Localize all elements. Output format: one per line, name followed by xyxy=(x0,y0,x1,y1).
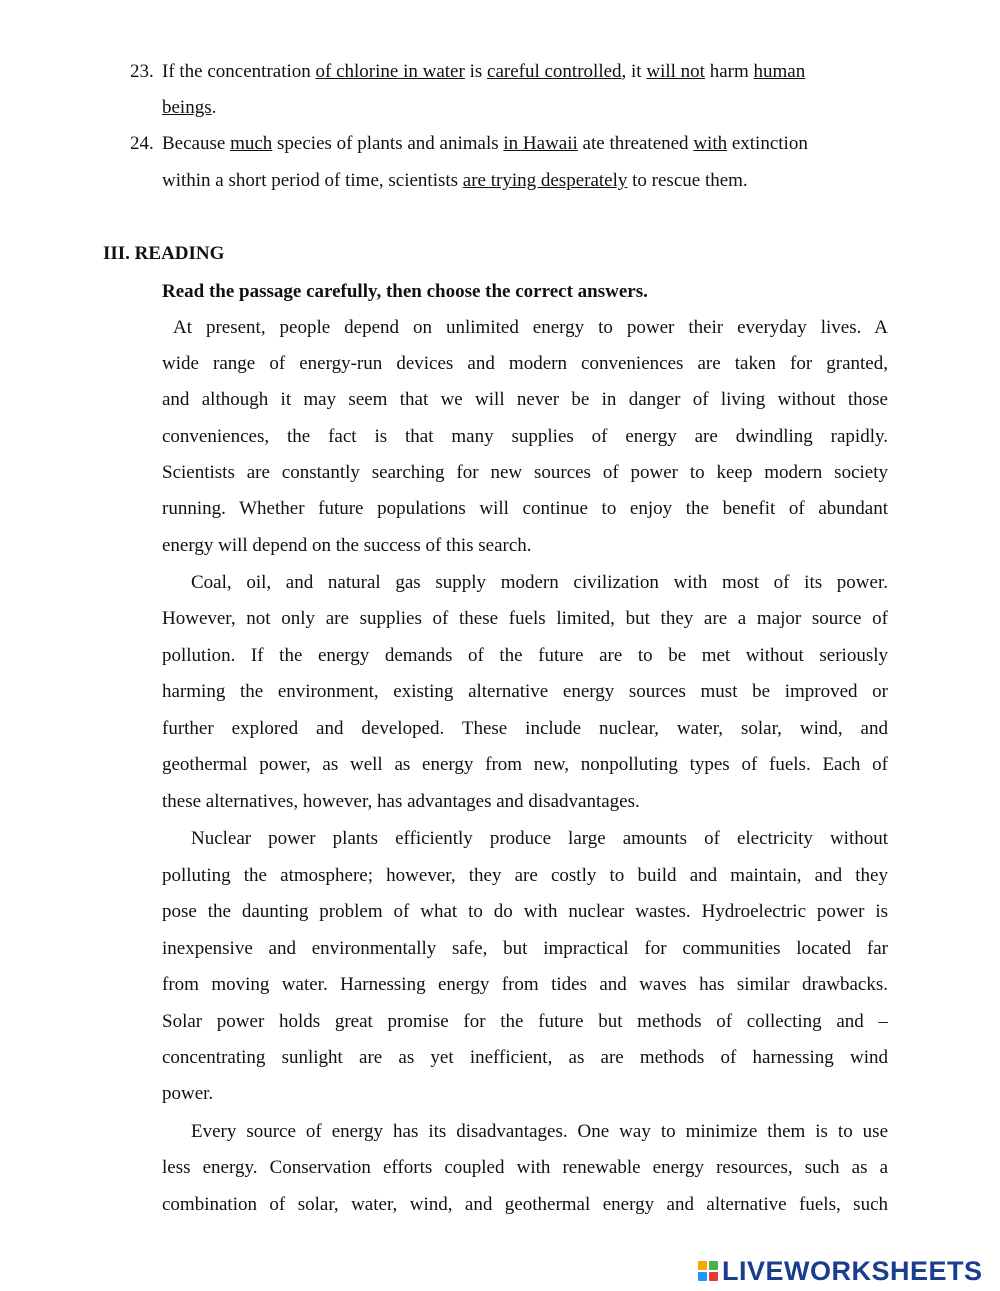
passage-p3-line-3: pose the daunting problem of what to do with nuclear wastes. Hydroelectric power is xyxy=(162,901,888,922)
passage-p2-line-2: However, not only are supplies of these fuels limited, but they are a major source of xyxy=(162,608,888,629)
passage-p3-line-7: concentrating sunlight are as yet inefficient, as are methods of harnessing wind xyxy=(162,1047,888,1068)
passage-p1-line-3: and although it may seem that we will never be in danger of living without those xyxy=(162,389,888,410)
liveworksheets-logo[interactable] xyxy=(698,1254,983,1288)
option-a[interactable]: much xyxy=(230,133,273,154)
passage-p3-line-6: Solar power holds great promise for the future but methods of collecting and – xyxy=(162,1011,888,1032)
logo-cell xyxy=(698,1272,707,1281)
passage-p1-line-4: conveniences, the fact is that many supplies of energy are dwindling rapidly. xyxy=(162,426,888,447)
option-b[interactable]: in Hawaii xyxy=(503,133,578,154)
logo-cell xyxy=(698,1261,707,1270)
passage-p3-line-1: Nuclear power plants efficiently produce large amounts of electricity without xyxy=(191,828,888,849)
question-24-line-2: within a short period of time, scientists are trying desperately to rescue them. xyxy=(162,170,748,191)
passage-p3-line-4: inexpensive and environmentally safe, but impractical for communities located far xyxy=(162,938,888,959)
option-d-part-2[interactable]: beings xyxy=(162,97,212,118)
option-b[interactable]: careful controlled xyxy=(487,61,622,82)
question-23-number: 23. xyxy=(130,61,154,82)
passage-p1-line-2: wide range of energy-run devices and modern conveniences are taken for granted, xyxy=(162,353,888,374)
passage-p2-line-5: further explored and developed. These include nuclear, water, solar, wind, and xyxy=(162,718,888,739)
passage-p2-line-6: geothermal power, as well as energy from new, nonpolluting types of fuels. Each of xyxy=(162,754,888,775)
logo-mark-icon xyxy=(698,1261,718,1281)
question-23-line-1: If the concentration of chlorine in water is careful controlled, it will not harm human xyxy=(162,61,806,82)
passage-p2-line-4: harming the environment, existing alternative energy sources must be improved or xyxy=(162,681,888,702)
question-24-line-1: Because much species of plants and animals in Hawaii ate threatened with extinction xyxy=(162,133,808,154)
passage-p4-line-1: Every source of energy has its disadvantages. One way to minimize them is to use xyxy=(191,1121,888,1142)
passage-p4-line-3: combination of solar, water, wind, and geothermal energy and alternative fuels, such xyxy=(162,1194,888,1215)
option-d-part-1[interactable]: human xyxy=(753,61,806,82)
section-heading: III. READING xyxy=(103,243,225,264)
logo-text: LIVEWORKSHEETS xyxy=(722,1255,983,1286)
option-a[interactable]: of chlorine in water xyxy=(315,61,465,82)
passage-p3-line-2: polluting the atmosphere; however, they are costly to build and maintain, and they xyxy=(162,865,888,886)
passage-p3-line-5: from moving water. Harnessing energy from tides and waves has similar drawbacks. xyxy=(162,974,888,995)
option-c[interactable]: with xyxy=(693,133,728,154)
question-24-number: 24. xyxy=(130,133,154,154)
question-23-line-2: beings. xyxy=(162,97,217,118)
passage-p4-line-2: less energy. Conservation efforts coupled with renewable energy resources, such as a xyxy=(162,1157,888,1178)
passage-p1-line-5: Scientists are constantly searching for new sources of power to keep modern society xyxy=(162,462,888,483)
passage-p2-line-1: Coal, oil, and natural gas supply modern civilization with most of its power. xyxy=(191,572,888,593)
passage-p1-line-7: energy will depend on the success of this search. xyxy=(162,535,532,556)
passage-p1-line-6: running. Whether future populations will continue to enjoy the benefit of abundant xyxy=(162,498,888,519)
passage-p1-line-1: At present, people depend on unlimited energy to power their everyday lives. A xyxy=(173,317,888,338)
section-instruction: Read the passage carefully, then choose the correct answers. xyxy=(162,281,648,302)
logo-cell xyxy=(709,1261,718,1270)
logo-cell xyxy=(709,1272,718,1281)
passage-p3-line-8: power. xyxy=(162,1083,214,1104)
option-d[interactable]: are trying desperately xyxy=(462,170,628,191)
option-c[interactable]: will not xyxy=(646,61,705,82)
passage-p2-line-3: pollution. If the energy demands of the future are to be met without seriously xyxy=(162,645,888,666)
passage-p2-line-7: these alternatives, however, has advantages and disadvantages. xyxy=(162,791,640,812)
